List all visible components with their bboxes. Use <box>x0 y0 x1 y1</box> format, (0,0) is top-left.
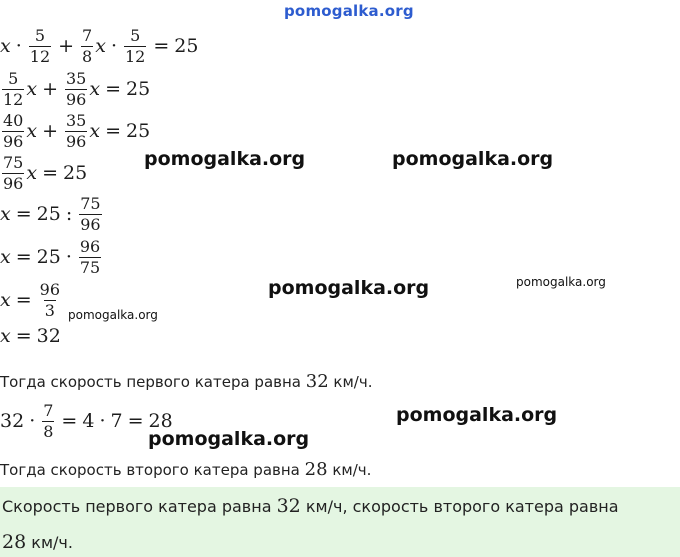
operator: · <box>99 410 106 432</box>
answer-box <box>0 487 680 557</box>
var-x: x <box>89 78 101 100</box>
operator: · <box>15 35 22 57</box>
var-x: x <box>0 289 11 311</box>
value: 25 <box>174 35 199 57</box>
operator: = <box>127 410 144 432</box>
operator: = <box>105 120 121 142</box>
speed-first-text <box>0 371 372 392</box>
numerator: 5 <box>130 25 141 45</box>
value: 25 <box>63 162 88 184</box>
fraction <box>81 25 93 66</box>
unit: км/ч. <box>327 461 372 479</box>
operator: = <box>15 203 32 225</box>
answer-value: 32 <box>276 495 301 517</box>
numerator: 40 <box>3 110 24 130</box>
watermark: pomogalka.org <box>144 148 306 170</box>
operator: = <box>153 35 170 57</box>
value: 25 <box>36 246 61 268</box>
value: 28 <box>148 410 173 432</box>
watermark: pomogalka.org <box>392 148 554 170</box>
var-x: x <box>26 120 38 142</box>
watermark: pomogalka.org <box>516 275 606 289</box>
watermark: pomogalka.org <box>268 277 430 299</box>
fraction <box>2 152 24 193</box>
var-x: x <box>26 162 38 184</box>
equation-line-3 <box>0 109 150 153</box>
var-x: x <box>0 203 11 225</box>
speed-value: 32 <box>305 371 329 392</box>
fraction <box>79 236 101 277</box>
denominator: 75 <box>79 257 101 277</box>
operator: + <box>42 78 58 100</box>
numerator: 35 <box>66 68 87 88</box>
numerator: 96 <box>39 279 60 299</box>
equation-line-9 <box>0 399 173 443</box>
operator: : <box>65 203 73 225</box>
operator: · <box>110 35 117 57</box>
numerator: 96 <box>79 236 101 256</box>
denominator: 8 <box>82 46 93 66</box>
fraction <box>124 25 146 66</box>
denominator: 12 <box>125 46 146 66</box>
operator: + <box>42 120 58 142</box>
operator: = <box>105 78 121 100</box>
equation-line-5 <box>0 192 104 236</box>
operator: = <box>15 325 32 347</box>
numerator: 5 <box>8 68 19 88</box>
value: 32 <box>0 410 25 432</box>
fraction <box>2 68 24 109</box>
watermark: pomogalka.org <box>396 404 558 426</box>
denominator: 12 <box>29 46 51 66</box>
numerator: 5 <box>34 25 46 45</box>
operator: · <box>65 246 72 268</box>
operator: = <box>15 289 32 311</box>
unit: км/ч. <box>328 373 373 391</box>
var-x: x <box>0 325 11 347</box>
operator: = <box>15 246 32 268</box>
value: 7 <box>110 410 123 432</box>
answer-line-2 <box>2 531 73 553</box>
denominator: 96 <box>3 131 24 151</box>
fraction <box>39 279 61 320</box>
fraction <box>42 400 54 441</box>
numerator: 7 <box>43 400 54 420</box>
fraction <box>65 68 87 109</box>
numerator: 7 <box>82 25 93 45</box>
answer-text: км/ч, скорость второго катера равна <box>300 497 619 516</box>
equation-line-4 <box>0 151 87 195</box>
var-x: x <box>95 35 106 57</box>
var-x: x <box>0 35 11 57</box>
text-prefix: Тогда скорость первого катера равна <box>0 373 306 391</box>
equation-line-2 <box>0 67 150 111</box>
operator: = <box>42 162 58 184</box>
denominator: 12 <box>3 89 24 109</box>
answer-line-1 <box>2 495 619 517</box>
equation-line-8 <box>0 314 61 358</box>
var-x: x <box>26 78 38 100</box>
denominator: 96 <box>66 89 87 109</box>
speed-value: 28 <box>304 459 328 480</box>
denominator: 96 <box>80 214 101 234</box>
denominator: 3 <box>44 300 55 320</box>
operator: · <box>29 410 36 432</box>
operator: + <box>58 35 75 57</box>
var-x: x <box>89 120 101 142</box>
denominator: 8 <box>43 421 54 441</box>
equation-line-1 <box>0 24 198 68</box>
fraction <box>29 25 51 66</box>
equation-line-6 <box>0 235 103 279</box>
answer-text: км/ч. <box>26 533 73 552</box>
watermark: pomogalka.org <box>148 428 310 450</box>
var-x: x <box>0 246 11 268</box>
fraction <box>2 110 24 151</box>
denominator: 96 <box>3 173 24 193</box>
operator: = <box>61 410 78 432</box>
fraction <box>79 193 101 234</box>
value: 25 <box>126 78 151 100</box>
value: 32 <box>36 325 61 347</box>
value: 25 <box>126 120 151 142</box>
denominator: 96 <box>66 131 87 151</box>
answer-text: Скорость первого катера равна <box>2 497 277 516</box>
numerator: 35 <box>66 110 87 130</box>
numerator: 75 <box>3 152 24 172</box>
text-prefix: Тогда скорость второго катера равна <box>0 461 305 479</box>
numerator: 75 <box>80 193 101 213</box>
value: 25 <box>36 203 61 225</box>
value: 4 <box>82 410 95 432</box>
watermark: pomogalka.org <box>68 308 158 322</box>
fraction <box>65 110 87 151</box>
watermark-top[interactable]: pomogalka.org <box>284 2 414 20</box>
answer-value: 28 <box>2 531 27 553</box>
speed-second-text <box>0 459 371 480</box>
